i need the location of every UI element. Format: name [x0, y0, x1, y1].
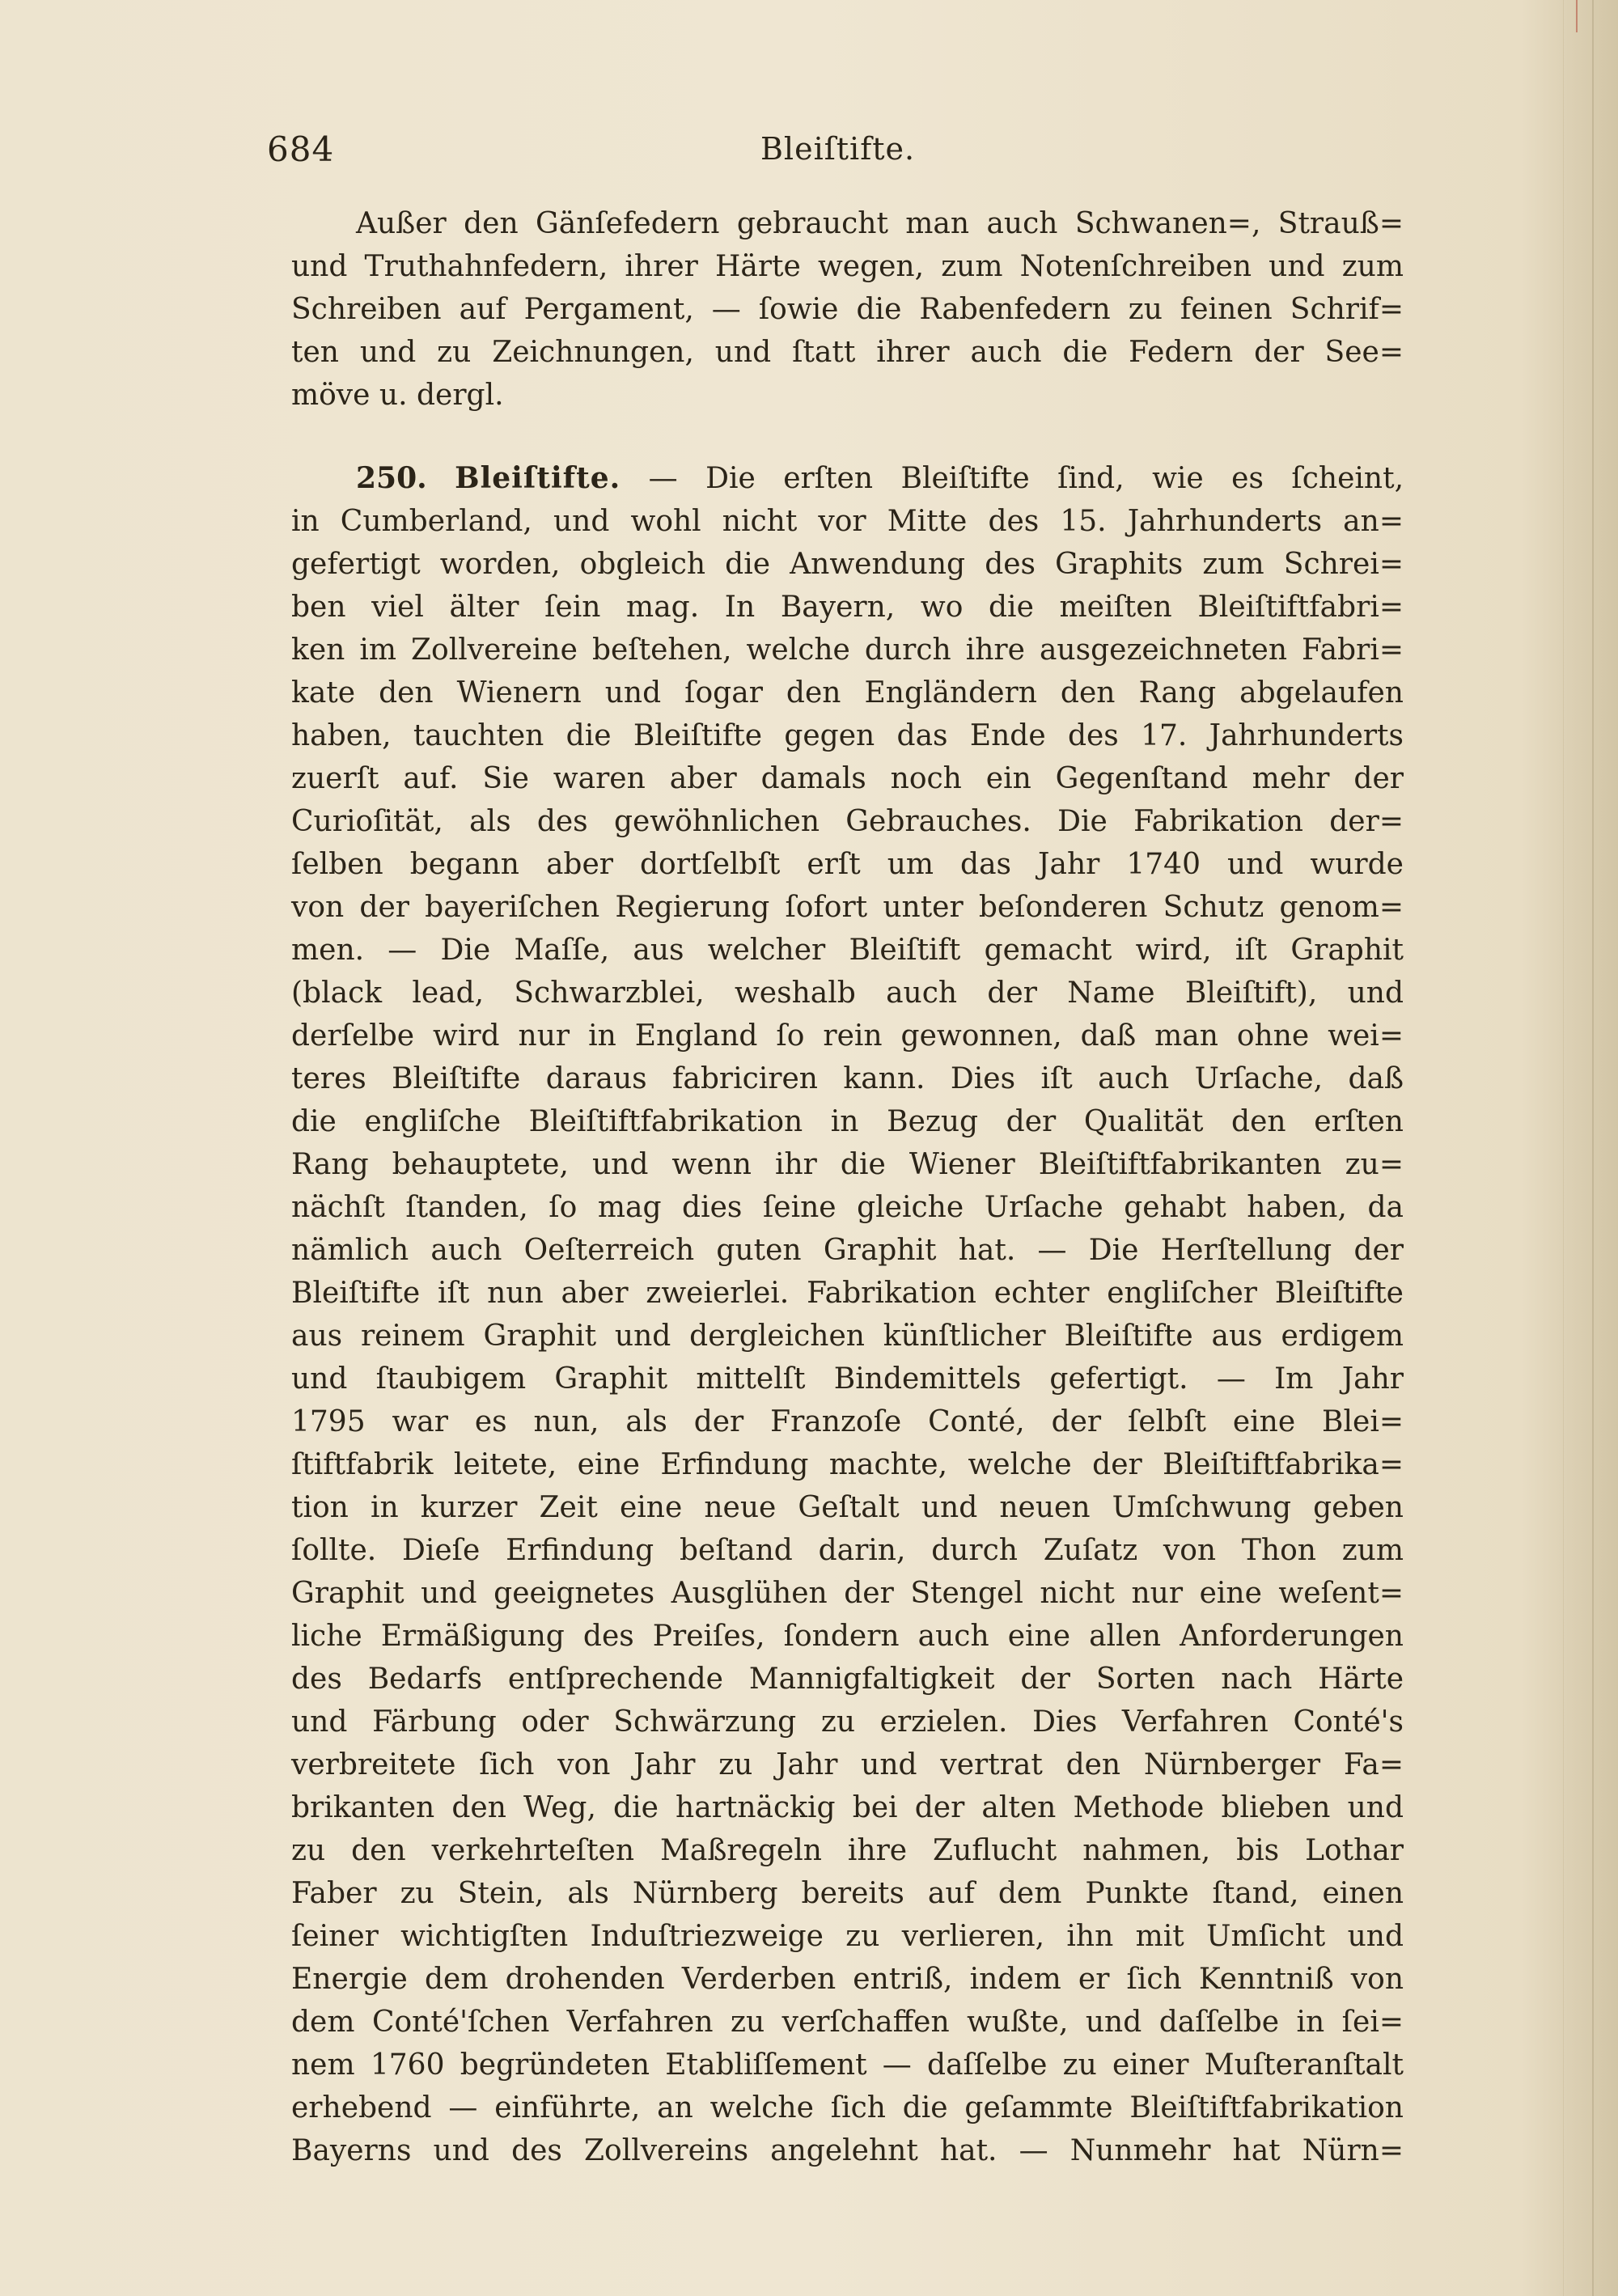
body-text — [291, 202, 1404, 2172]
text-line: Graphit und geeignetes Ausglühen der Stengel nicht nur eine weſent= — [291, 1577, 1404, 1610]
text-line: nämlich auch Oeſterreich guten Graphit hat. — Die Herſtellung der — [291, 1234, 1404, 1267]
text-line: 1795 war es nun, als der Franzoſe Conté, der ſelbſt eine Blei= — [291, 1405, 1404, 1438]
section-first-line-text: — Die erſten Bleiſtifte ſind, wie es ſcheint, — [648, 462, 1404, 495]
text-line: teres Bleiſtifte daraus fabriciren kann. Dies iſt auch Urſache, daß — [291, 1062, 1404, 1095]
text-line: nem 1760 begründeten Etabliſſement — daſſelbe zu einer Muſteranſtalt — [291, 2048, 1404, 2082]
text-line: verbreitete ſich von Jahr zu Jahr und vertrat den Nürnberger Fa= — [291, 1748, 1404, 1781]
text-line: aus reinem Graphit und dergleichen künſtlicher Bleiſtifte aus erdigem — [291, 1320, 1404, 1353]
margin-mark — [1576, 0, 1578, 32]
text-line: (black lead, Schwarzblei, weshalb auch der Name Bleiſtift), und — [291, 976, 1404, 1010]
text-line: haben, tauchten die Bleiſtifte gegen das Ende des 17. Jahrhunderts — [291, 719, 1404, 752]
page-number: 684 — [267, 129, 335, 169]
text-line: Schreiben auf Pergament, — ſowie die Rabenfedern zu feinen Schrif= — [291, 293, 1404, 326]
section-number: 250. — [356, 461, 427, 495]
text-line: ſeiner wichtigſten Induſtriezweige zu verlieren, ihn mit Umſicht und — [291, 1920, 1404, 1953]
text-line: des Bedarfs entſprechende Mannigfaltigkeit der Sorten nach Härte — [291, 1663, 1404, 1696]
text-line: Bleiſtifte iſt nun aber zweierlei. Fabrikation echter engliſcher Bleiſtifte — [291, 1277, 1404, 1310]
text-line: nächſt ſtanden, ſo mag dies ſeine gleiche Urſache gehabt haben, da — [291, 1191, 1404, 1224]
paragraph-gap — [291, 417, 1404, 457]
text-line: ten und zu Zeichnungen, und ſtatt ihrer auch die Federn der See= — [291, 336, 1404, 369]
text-line: men. — Die Maſſe, aus welcher Bleiſtift gemacht wird, iſt Graphit — [291, 934, 1404, 967]
paragraph-section-250 — [291, 457, 1404, 2172]
page-edge-line — [1592, 0, 1594, 2296]
text-line: tion in kurzer Zeit eine neue Geſtalt und neuen Umſchwung geben — [291, 1491, 1404, 1524]
text-line: möve u. dergl. — [291, 379, 504, 412]
text-line: gefertigt worden, obgleich die Anwendung des Graphits zum Schrei= — [291, 548, 1404, 581]
text-line: und ſtaubigem Graphit mittelſt Bindemittels gefertigt. — Im Jahr — [291, 1362, 1404, 1396]
page-edge-shadow — [1563, 0, 1564, 2296]
section-title: Bleiſtifte. — [455, 461, 621, 495]
text-line: erhebend — einführte, an welche ſich die geſammte Bleiſtiftfabrikation — [291, 2091, 1404, 2124]
text-line: und Truthahnfedern, ihrer Härte wegen, zum Notenſchreiben und zum — [291, 250, 1404, 283]
text-line: derſelbe wird nur in England ſo rein gewonnen, daß man ohne wei= — [291, 1019, 1404, 1053]
text-line: kate den Wienern und ſogar den Engländern den Rang abgelaufen — [291, 676, 1404, 710]
text-line: Außer den Gänſefedern gebraucht man auch Schwanen=, Strauß= — [356, 207, 1404, 240]
text-line: die engliſche Bleiſtiftfabrikation in Bezug der Qualität den erſten — [291, 1105, 1404, 1138]
text-line: ken im Zollvereine beſtehen, welche durch ihre ausgezeichneten Fabri= — [291, 633, 1404, 667]
text-line: Rang behauptete, und wenn ihr die Wiener Bleiſtiftfabrikanten zu= — [291, 1148, 1404, 1181]
text-line: ſollte. Dieſe Erfindung beſtand darin, durch Zuſatz von Thon zum — [291, 1534, 1404, 1567]
page-header — [267, 129, 1408, 186]
text-line: ſtiftfabrik leitete, eine Erfindung machte, welche der Bleiſtiftfabrika= — [291, 1448, 1404, 1481]
text-line: zu den verkehrteſten Maßregeln ihre Zuflucht nahmen, bis Lothar — [291, 1834, 1404, 1867]
text-line: liche Ermäßigung des Preiſes, ſondern auch eine allen Anforderungen — [291, 1620, 1404, 1653]
text-line: in Cumberland, und wohl nicht vor Mitte des 15. Jahrhunderts an= — [291, 505, 1404, 538]
text-line: von der bayeriſchen Regierung ſofort unter beſonderen Schutz genom= — [291, 891, 1404, 924]
paragraph-feathers — [291, 202, 1404, 417]
section-heading-line — [291, 457, 1404, 500]
text-line: und Färbung oder Schwärzung zu erzielen. Dies Verfahren Conté's — [291, 1705, 1404, 1739]
text-line: Bayerns und des Zollvereins angelehnt hat. — Nunmehr hat Nürn= — [291, 2134, 1404, 2167]
text-line: ſelben begann aber dortſelbſt erſt um das Jahr 1740 und wurde — [291, 848, 1404, 881]
text-line: brikanten den Weg, die hartnäckig bei der alten Methode blieben und — [291, 1791, 1404, 1824]
text-line: ben viel älter ſein mag. In Bayern, wo die meiſten Bleiſtiftfabri= — [291, 591, 1404, 624]
text-line: zuerſt auf. Sie waren aber damals noch ein Gegenſtand mehr der — [291, 762, 1404, 795]
running-head: Bleiſtifte. — [760, 131, 916, 167]
text-line: dem Conté'ſchen Verfahren zu verſchaffen wußte, und daſſelbe in ſei= — [291, 2006, 1404, 2039]
text-line: Energie dem drohenden Verderben entriß, indem er ſich Kenntniß von — [291, 1963, 1404, 1996]
text-line: Curioſität, als des gewöhnlichen Gebrauches. Die Fabrikation der= — [291, 805, 1404, 838]
text-line: Faber zu Stein, als Nürnberg bereits auf dem Punkte ſtand, einen — [291, 1877, 1404, 1910]
